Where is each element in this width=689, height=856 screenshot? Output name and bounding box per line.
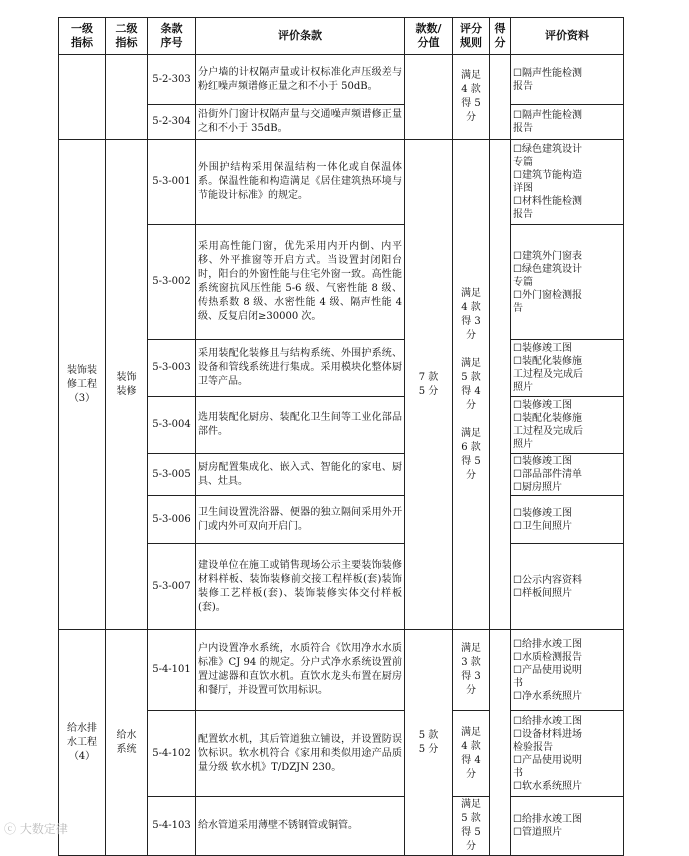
clause-no: 5-4-103 [148,797,196,856]
docs-cell: ☐装修竣工图 ☐部品部件清单 ☐厨房照片 [511,454,624,496]
level1-cell: 装饰装 修工程 （3） [59,140,106,630]
header-clause-no: 条款 序号 [148,18,196,55]
count-cell: 5 款 5 分 [405,630,453,856]
docs-cell: ☐给排水竣工图 ☐水质检测报告 ☐产品使用说明 书 ☐净水系统照片 [511,630,624,711]
level2-cell: 装饰 装修 [106,140,148,630]
header-score: 得 分 [490,18,511,55]
clause-no: 5-3-007 [148,544,196,630]
header-level1: 一级 指标 [59,18,106,55]
header-docs: 评价资料 [511,18,624,55]
rule-cell: 满足 4 款 得 4 分 [453,711,490,797]
header-row [59,18,624,55]
header-count: 款数/ 分值 [405,18,453,55]
clause-no: 5-2-304 [148,105,196,140]
watermark-text: 大数定律 [19,822,68,836]
clause-no: 5-3-001 [148,140,196,225]
header-level2: 二级 指标 [106,18,148,55]
docs-cell: ☐装修竣工图 ☐卫生间照片 [511,496,624,544]
clause-text: 选用装配化厨房、装配化卫生间等工业化部品部件。 [196,397,405,454]
table-row [59,140,624,225]
header-rule: 评分 规则 [453,18,490,55]
count-cell [405,55,453,140]
score-cell [490,55,511,140]
logo-icon: ⓒ [4,822,17,836]
clause-no: 5-3-004 [148,397,196,454]
clause-text: 外围护结构采用保温结构一体化或自保温体系。保温性能和构造满足《居住建筑热环境与节能设计标准》的规定。 [196,140,405,225]
clause-no: 5-4-102 [148,711,196,797]
docs-cell: ☐公示内容资料 ☐样板间照片 [511,544,624,630]
watermark [4,820,68,837]
clause-no: 5-3-003 [148,340,196,397]
score-cell [490,140,511,630]
clause-text: 卫生间设置洗浴器、便器的独立隔间采用外开门或内外可双向开启门。 [196,496,405,544]
table-row [59,630,624,711]
clause-text: 采用高性能门窗，优先采用内开内倒、内平移、外平推窗等开启方式。当设置封闭阳台时，阳台的外窗性能与住宅外窗一致。高性能系统窗抗风压性能 5-6 级、气密性能 8 级、传热系数 8 级、水密性能 4 级、隔声性能 4 级、反复启闭≥30000 次。 [196,225,405,340]
docs-cell: ☐隔声性能检测 报告 [511,105,624,140]
clause-text: 配置软水机，其后管道独立铺设，并设置防误饮标识。软水机符合《家用和类似用途产品质量分级 软水机》T/DZJN 230。 [196,711,405,797]
level2-cell [106,55,148,140]
level1-cell: 给水排 水工程 （4） [59,630,106,856]
clause-text: 采用装配化装修且与结构系统、外围护系统、设备和管线系统进行集成。采用模块化整体厨卫等产品。 [196,340,405,397]
docs-cell: ☐绿色建筑设计 专篇 ☐建筑节能构造 详图 ☐材料性能检测 报告 [511,140,624,225]
header-clause: 评价条款 [196,18,405,55]
table-row [59,55,624,105]
docs-cell: ☐给排水竣工图 ☐设备材料进场 检验报告 ☐产品使用说明 书 ☐软水系统照片 [511,711,624,797]
clause-text: 给水管道采用薄壁不锈钢管或铜管。 [196,797,405,856]
rule-cell: 满足 4 款 得 5 分 [453,55,490,140]
rule-cell: 满足 5 款 得 5 分 [453,797,490,856]
clause-no: 5-4-101 [148,630,196,711]
docs-cell: ☐装修竣工图 ☐装配化装修施 工过程及完成后 照片 [511,340,624,397]
clause-text: 户内设置净水系统，水质符合《饮用净水水质标准》CJ 94 的规定。分户式净水系统设置前置过滤器和直饮水机。直饮水龙头布置在厨房和餐厅，并设置可饮用标识。 [196,630,405,711]
docs-cell: ☐隔声性能检测 报告 [511,55,624,105]
docs-cell: ☐给排水竣工图 ☐管道照片 [511,797,624,856]
score-cell [490,630,511,856]
clause-text: 分户墙的计权隔声量或计权标准化声压级差与粉红噪声频谱修正量之和不小于 50dB。 [196,55,405,105]
evaluation-table [58,17,624,856]
rule-cell: 满足 4 款 得 3 分 满足 5 款 得 4 分 满足 6 款 得 5 分 [453,140,490,630]
clause-no: 5-3-002 [148,225,196,340]
count-cell: 7 款 5 分 [405,140,453,630]
docs-cell: ☐建筑外门窗表 ☐绿色建筑设计 专篇 ☐外门窗检测报 告 [511,225,624,340]
clause-text: 沿街外门窗计权隔声量与交通噪声频谱修正量之和不小于 35dB。 [196,105,405,140]
level2-cell: 给水 系统 [106,630,148,856]
level1-cell [59,55,106,140]
clause-text: 建设单位在施工或销售现场公示主要装饰装修材料样板、装饰装修前交接工程样板(套)装饰装修工艺样板(套)、装饰装修实体交付样板(套)。 [196,544,405,630]
clause-no: 5-3-005 [148,454,196,496]
clause-no: 5-3-006 [148,496,196,544]
docs-cell: ☐装修竣工图 ☐装配化装修施 工过程及完成后 照片 [511,397,624,454]
rule-cell: 满足 3 款 得 3 分 [453,630,490,711]
clause-no: 5-2-303 [148,55,196,105]
clause-text: 厨房配置集成化、嵌入式、智能化的家电、厨具、灶具。 [196,454,405,496]
